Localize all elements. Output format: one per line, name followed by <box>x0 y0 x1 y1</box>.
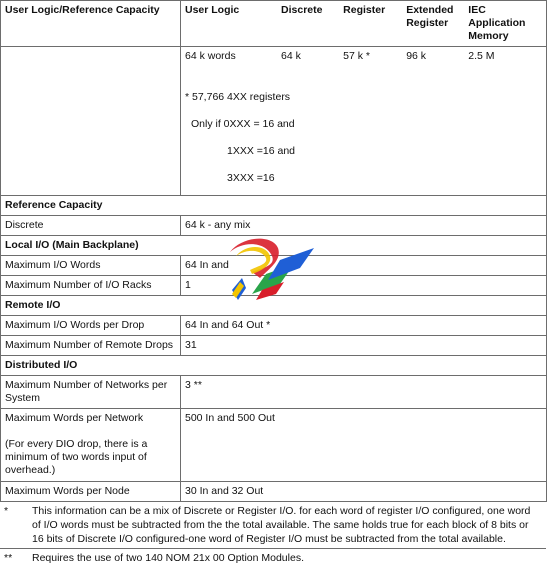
value-discrete: 64 k <box>281 50 301 62</box>
header-user-logic: User Logic <box>185 4 240 16</box>
header-row <box>1 1 547 47</box>
table-row <box>1 376 547 409</box>
row-label-text: Maximum Words per Network <box>5 412 144 424</box>
table-row <box>1 482 547 502</box>
footnote-mark: * <box>4 505 9 517</box>
capacity-row <box>1 47 547 196</box>
row-label: Discrete <box>1 216 181 236</box>
row-label-note: (For every DIO drop, there is a minimum of two words input of overhead.) <box>5 438 148 476</box>
section-local-io: Local I/O (Main Backplane) <box>1 236 547 256</box>
row-label: Maximum I/O Words <box>1 256 181 276</box>
footnote-text: Requires the use of two 140 NOM 21x 00 Option Modules. <box>32 552 304 564</box>
row-value: 64 k - any mix <box>181 216 547 236</box>
footnotes <box>0 502 546 567</box>
note-line-2: Only if 0XXX = 16 and <box>191 118 295 130</box>
value-extended: 96 k <box>406 50 427 62</box>
header-extended-register: Extended Register <box>406 4 454 29</box>
note-line-1: * 57,766 4XX registers <box>185 91 291 103</box>
row-label: Maximum I/O Words per Drop <box>1 316 181 336</box>
row-value: 500 In and 500 Out <box>181 409 547 482</box>
row-label: Maximum Words per Node <box>1 482 181 502</box>
header-cols <box>181 1 547 47</box>
capacity-values <box>181 47 547 196</box>
value-iec: 2.5 M <box>468 50 495 62</box>
section-distributed-io: Distributed I/O <box>1 356 547 376</box>
table-row <box>1 336 547 356</box>
table-row <box>1 216 547 236</box>
table-row <box>1 316 547 336</box>
register-note <box>185 91 542 185</box>
row-value: 1 <box>181 276 547 296</box>
header-discrete: Discrete <box>281 4 323 16</box>
capacity-label-empty <box>1 47 181 196</box>
row-value: 64 In and <box>181 256 547 276</box>
row-value: 30 In and 32 Out <box>181 482 547 502</box>
row-label: Maximum Number of Networks per System <box>1 376 181 409</box>
note-line-4: 3XXX =16 <box>227 172 275 184</box>
header-col1: User Logic/Reference Capacity <box>1 1 181 47</box>
header-register: Register <box>343 4 386 16</box>
footnote-mark: ** <box>4 552 13 564</box>
value-register: 57 k * <box>343 50 370 62</box>
section-reference-capacity: Reference Capacity <box>1 196 547 216</box>
row-label: Maximum Number of Remote Drops <box>1 336 181 356</box>
row-value: 31 <box>181 336 547 356</box>
section-remote-io: Remote I/O <box>1 296 547 316</box>
row-value: 64 In and 64 Out * <box>181 316 547 336</box>
row-label: Maximum Number of I/O Racks <box>1 276 181 296</box>
row-value: 3 ** <box>181 376 547 409</box>
footnote <box>0 549 546 567</box>
row-label <box>1 409 181 482</box>
footnote-text: This information can be a mix of Discrete or Register I/O. for each word of register I/O configured, one word of I/O words must be subtracted from the the total available. The same holds true for each block of 8 bits or 16 bits of Discrete I/O configured-one word of Register I/O must be subtracted from the total available. <box>32 505 531 545</box>
note-line-3: 1XXX =16 and <box>227 145 296 157</box>
header-iec-memory: IEC Application Memory <box>468 4 526 42</box>
footnote <box>0 502 546 549</box>
brand-logo-icon <box>222 238 328 308</box>
value-user-logic: 64 k words <box>185 50 236 62</box>
table-row <box>1 409 547 482</box>
